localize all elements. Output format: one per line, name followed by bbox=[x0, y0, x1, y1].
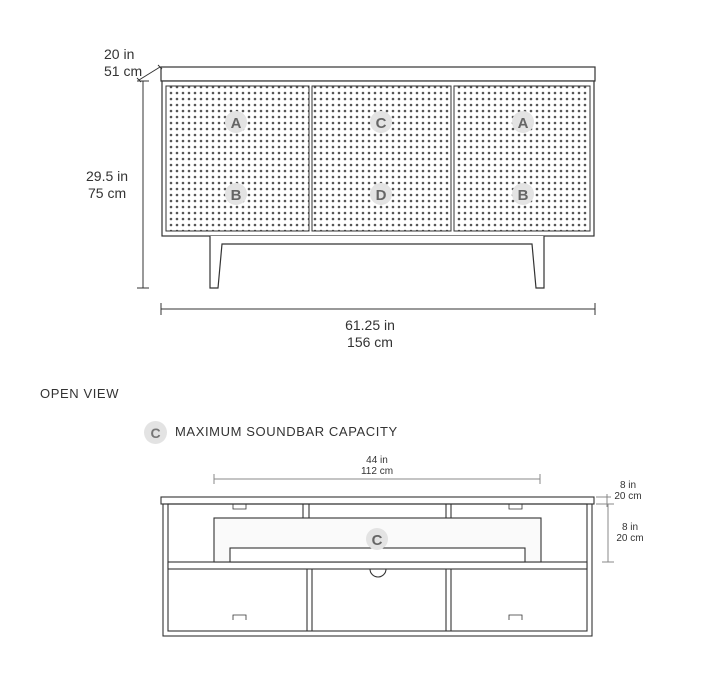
width-in-label: 61.25 in bbox=[345, 317, 395, 333]
door-badge-bottom-center bbox=[370, 183, 392, 205]
width-dimension-line bbox=[161, 303, 595, 315]
depth-cm-label: 51 cm bbox=[104, 63, 143, 79]
depth-in-label: 20 in bbox=[104, 46, 135, 62]
width-cm-label: 156 cm bbox=[347, 334, 393, 350]
shelf-height-cm-label: 20 cm bbox=[616, 533, 644, 544]
shelf-height-in-label: 8 in bbox=[621, 522, 639, 533]
door-badge-top-left bbox=[225, 111, 247, 133]
door-badge-top-center bbox=[370, 111, 392, 133]
open-view-title: OPEN VIEW bbox=[40, 386, 120, 401]
legend-badge: C bbox=[144, 421, 167, 444]
door-badge-bottom-right bbox=[512, 183, 534, 205]
svg-text:B: B bbox=[230, 187, 242, 204]
shelf-height-dimension-line bbox=[602, 504, 614, 562]
height-cm-label: 75 cm bbox=[88, 185, 127, 201]
svg-text:D: D bbox=[375, 187, 387, 204]
svg-text:C: C bbox=[371, 532, 383, 549]
top-gap-in-label: 8 in bbox=[619, 480, 637, 491]
soundbar-badge bbox=[366, 528, 388, 550]
svg-text:A: A bbox=[517, 115, 529, 132]
soundbar-width-in-label: 44 in bbox=[366, 455, 388, 466]
height-in-label: 29.5 in bbox=[86, 168, 129, 184]
height-dimension-line bbox=[137, 81, 149, 288]
svg-text:C: C bbox=[375, 115, 387, 132]
top-gap-cm-label: 20 cm bbox=[614, 491, 642, 502]
door-badge-bottom-left bbox=[225, 183, 247, 205]
door-panels bbox=[166, 86, 590, 231]
svg-text:A: A bbox=[230, 115, 242, 132]
door-badge-top-right bbox=[512, 111, 534, 133]
top-gap-dimension-line bbox=[596, 494, 611, 507]
soundbar-width-cm-label: 112 cm bbox=[360, 466, 394, 477]
legend-text: MAXIMUM SOUNDBAR CAPACITY bbox=[175, 424, 398, 439]
svg-text:B: B bbox=[517, 187, 529, 204]
